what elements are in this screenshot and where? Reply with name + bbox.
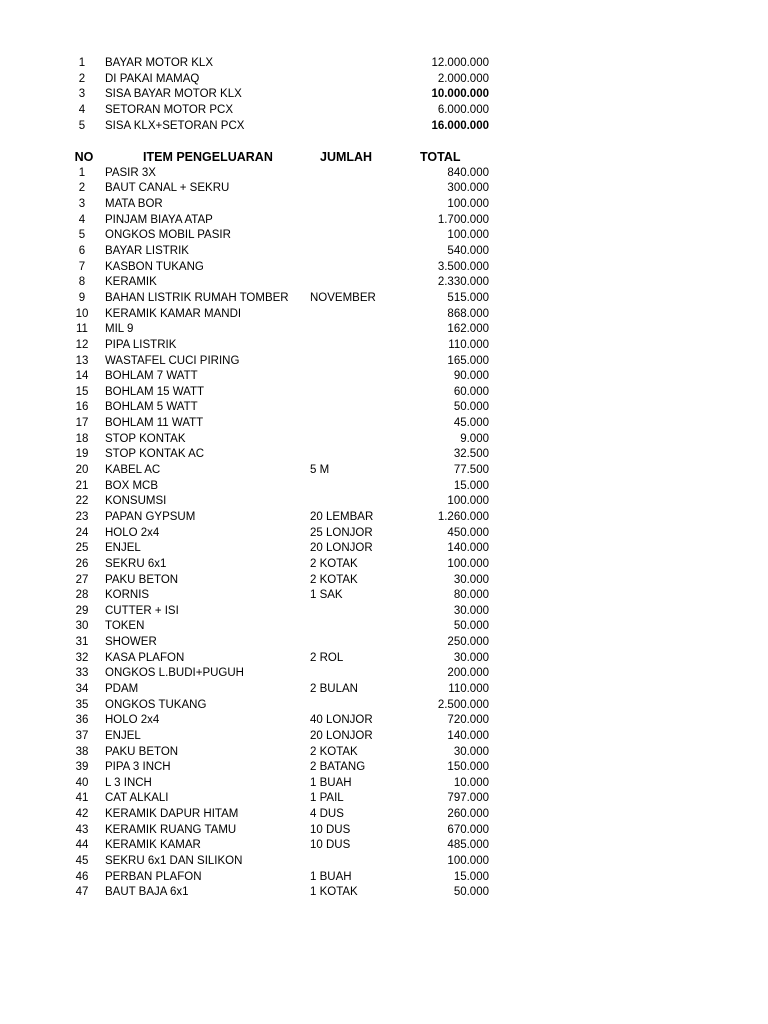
table-row	[0, 760, 768, 776]
cell-total: 162.000	[447, 323, 489, 336]
expense-table-body	[0, 166, 768, 901]
summary-total: 10.000.000	[431, 88, 489, 101]
cell-item: STOP KONTAK	[105, 432, 186, 445]
cell-item: L 3 INCH	[105, 776, 152, 789]
summary-total: 16.000.000	[431, 119, 489, 132]
table-row	[0, 385, 768, 401]
table-row	[0, 870, 768, 886]
cell-no: 28	[75, 589, 89, 602]
cell-no: 43	[75, 823, 89, 836]
cell-no: 38	[75, 745, 89, 758]
cell-jumlah: 2 BULAN	[310, 682, 358, 695]
cell-no: 27	[75, 573, 89, 586]
cell-jumlah: 20 LEMBAR	[310, 510, 374, 523]
cell-jumlah: 2 KOTAK	[310, 745, 358, 758]
cell-item: BAUT CANAL + SEKRU	[105, 182, 230, 195]
table-row	[0, 854, 768, 870]
cell-no: 2	[78, 182, 86, 195]
table-row	[0, 745, 768, 761]
summary-section	[0, 56, 768, 134]
cell-no: 29	[75, 604, 89, 617]
summary-row	[0, 87, 768, 103]
cell-no: 34	[75, 682, 89, 695]
cell-total: 3.500.000	[437, 260, 489, 273]
cell-total: 165.000	[447, 354, 489, 367]
table-row	[0, 228, 768, 244]
cell-no: 8	[78, 276, 86, 289]
table-row	[0, 791, 768, 807]
table-row	[0, 354, 768, 370]
table-row	[0, 322, 768, 338]
cell-item: ONGKOS MOBIL PASIR	[105, 229, 231, 242]
cell-total: 10.000	[453, 776, 489, 789]
cell-no: 21	[75, 479, 89, 492]
table-row	[0, 510, 768, 526]
cell-total: 260.000	[447, 808, 489, 821]
table-row	[0, 291, 768, 307]
cell-item: KABEL AC	[105, 464, 161, 477]
cell-item: PAPAN GYPSUM	[105, 510, 196, 523]
summary-label: SISA BAYAR MOTOR KLX	[105, 88, 242, 101]
table-row	[0, 244, 768, 260]
cell-item: PINJAM BIAYA ATAP	[105, 213, 213, 226]
cell-jumlah: 25 LONJOR	[310, 526, 373, 539]
header-jumlah: JUMLAH	[320, 150, 373, 165]
header-total: TOTAL	[420, 150, 461, 165]
table-row	[0, 166, 768, 182]
cell-total: 540.000	[447, 245, 489, 258]
cell-item: BAUT BAJA 6x1	[105, 886, 189, 899]
table-row	[0, 588, 768, 604]
cell-no: 16	[75, 401, 89, 414]
summary-total: 12.000.000	[431, 57, 489, 69]
cell-item: BOHLAM 11 WATT	[105, 417, 204, 430]
cell-no: 9	[78, 291, 86, 304]
table-row	[0, 573, 768, 589]
table-row	[0, 885, 768, 901]
cell-no: 47	[75, 886, 89, 899]
summary-total: 2.000.000	[437, 72, 489, 85]
cell-no: 14	[75, 370, 89, 383]
cell-jumlah: 1 KOTAK	[310, 886, 358, 899]
cell-total: 9.000	[460, 432, 489, 445]
cell-item: PIPA LISTRIK	[105, 338, 177, 351]
cell-total: 30.000	[453, 651, 489, 664]
table-row	[0, 604, 768, 620]
table-row	[0, 557, 768, 573]
cell-item: WASTAFEL CUCI PIRING	[105, 354, 240, 367]
cell-item: PIPA 3 INCH	[105, 761, 171, 774]
section-gap	[0, 134, 768, 150]
cell-item: CUTTER + ISI	[105, 604, 179, 617]
summary-no: 4	[78, 103, 86, 116]
cell-item: MATA BOR	[105, 198, 163, 211]
cell-no: 42	[75, 808, 89, 821]
table-row	[0, 213, 768, 229]
cell-jumlah: 5 M	[310, 464, 330, 477]
cell-total: 50.000	[453, 401, 489, 414]
summary-row	[0, 119, 768, 135]
cell-total: 200.000	[447, 667, 489, 680]
cell-item: SHOWER	[105, 636, 157, 649]
cell-item: CAT ALKALI	[105, 792, 169, 805]
cell-no: 23	[75, 510, 89, 523]
cell-no: 6	[78, 245, 86, 258]
cell-item: BOX MCB	[105, 479, 159, 492]
summary-label: DI PAKAI MAMAQ	[105, 72, 200, 85]
table-row	[0, 823, 768, 839]
cell-no: 45	[75, 855, 89, 868]
cell-jumlah: 4 DUS	[310, 808, 344, 821]
cell-no: 22	[75, 495, 89, 508]
cell-no: 37	[75, 729, 89, 742]
table-row	[0, 713, 768, 729]
summary-no: 1	[78, 57, 86, 69]
cell-no: 26	[75, 557, 89, 570]
cell-no: 1	[78, 166, 86, 179]
expense-sheet	[0, 56, 768, 901]
cell-no: 10	[75, 307, 89, 320]
header-no: NO	[74, 150, 94, 165]
table-header-row	[0, 150, 768, 166]
cell-total: 2.500.000	[437, 698, 489, 711]
cell-total: 90.000	[453, 370, 489, 383]
table-row	[0, 619, 768, 635]
cell-no: 35	[75, 698, 89, 711]
cell-total: 100.000	[447, 557, 489, 570]
cell-item: BOHLAM 5 WATT	[105, 401, 198, 414]
cell-no: 3	[78, 198, 86, 211]
cell-no: 31	[75, 636, 89, 649]
table-row	[0, 526, 768, 542]
cell-total: 110.000	[448, 338, 489, 351]
cell-item: KASBON TUKANG	[105, 260, 204, 273]
summary-row	[0, 56, 768, 72]
cell-jumlah: NOVEMBER	[310, 291, 376, 304]
table-row	[0, 447, 768, 463]
cell-jumlah: 2 KOTAK	[310, 557, 358, 570]
cell-no: 30	[75, 620, 89, 633]
table-row	[0, 838, 768, 854]
cell-total: 60.000	[453, 385, 489, 398]
cell-no: 40	[75, 776, 89, 789]
cell-total: 15.000	[453, 870, 489, 883]
table-row	[0, 729, 768, 745]
table-row	[0, 400, 768, 416]
cell-no: 46	[75, 870, 89, 883]
cell-item: KERAMIK DAPUR HITAM	[105, 808, 239, 821]
cell-item: PDAM	[105, 682, 139, 695]
cell-item: BOHLAM 7 WATT	[105, 370, 198, 383]
cell-total: 50.000	[453, 620, 489, 633]
cell-item: ONGKOS TUKANG	[105, 698, 207, 711]
cell-item: KERAMIK KAMAR MANDI	[105, 307, 242, 320]
cell-total: 300.000	[447, 182, 489, 195]
cell-no: 25	[75, 542, 89, 555]
cell-total: 485.000	[447, 839, 489, 852]
cell-total: 150.000	[447, 761, 489, 774]
cell-jumlah: 2 ROL	[310, 651, 344, 664]
cell-jumlah: 1 PAIL	[310, 792, 344, 805]
cell-no: 11	[76, 323, 88, 336]
table-row	[0, 651, 768, 667]
cell-total: 450.000	[447, 526, 489, 539]
cell-no: 18	[75, 432, 89, 445]
cell-item: SEKRU 6x1 DAN SILIKON	[105, 855, 243, 868]
cell-total: 30.000	[453, 745, 489, 758]
cell-item: KORNIS	[105, 589, 150, 602]
cell-total: 868.000	[447, 307, 489, 320]
table-row	[0, 682, 768, 698]
cell-no: 4	[78, 213, 86, 226]
cell-total: 720.000	[447, 714, 489, 727]
cell-total: 797.000	[447, 792, 489, 805]
cell-no: 33	[75, 667, 89, 680]
cell-no: 44	[75, 839, 89, 852]
table-row	[0, 463, 768, 479]
cell-item: ONGKOS L.BUDI+PUGUH	[105, 667, 244, 680]
table-row	[0, 307, 768, 323]
cell-no: 24	[75, 526, 89, 539]
table-row	[0, 432, 768, 448]
cell-total: 50.000	[453, 886, 489, 899]
summary-label: SISA KLX+SETORAN PCX	[105, 119, 245, 132]
cell-no: 19	[75, 448, 89, 461]
cell-total: 1.700.000	[437, 213, 489, 226]
table-row	[0, 494, 768, 510]
cell-jumlah: 10 DUS	[310, 839, 351, 852]
summary-label: SETORAN MOTOR PCX	[105, 103, 234, 116]
cell-item: SEKRU 6x1	[105, 557, 167, 570]
cell-item: HOLO 2x4	[105, 714, 160, 727]
cell-no: 17	[75, 417, 89, 430]
cell-no: 13	[75, 354, 89, 367]
cell-total: 100.000	[447, 495, 489, 508]
cell-jumlah: 40 LONJOR	[310, 714, 373, 727]
cell-total: 840.000	[447, 166, 489, 179]
table-row	[0, 776, 768, 792]
cell-jumlah: 2 KOTAK	[310, 573, 358, 586]
cell-total: 15.000	[453, 479, 489, 492]
table-row	[0, 197, 768, 213]
table-row	[0, 635, 768, 651]
table-row	[0, 807, 768, 823]
cell-no: 5	[78, 229, 86, 242]
cell-total: 32.500	[453, 448, 489, 461]
cell-total: 45.000	[453, 417, 489, 430]
cell-total: 140.000	[447, 729, 489, 742]
cell-no: 36	[75, 714, 89, 727]
cell-item: HOLO 2x4	[105, 526, 160, 539]
cell-no: 12	[75, 338, 89, 351]
cell-total: 30.000	[453, 573, 489, 586]
table-row	[0, 260, 768, 276]
cell-total: 100.000	[447, 229, 489, 242]
cell-item: KONSUMSI	[105, 495, 167, 508]
summary-no: 5	[78, 119, 86, 132]
summary-no: 3	[78, 88, 86, 101]
cell-jumlah: 1 BUAH	[310, 870, 352, 883]
cell-jumlah: 2 BATANG	[310, 761, 366, 774]
cell-item: BAHAN LISTRIK RUMAH TOMBER	[105, 291, 289, 304]
summary-total: 6.000.000	[437, 103, 489, 116]
cell-item: KASA PLAFON	[105, 651, 185, 664]
cell-item: PASIR 3X	[105, 166, 156, 179]
table-row	[0, 275, 768, 291]
cell-total: 2.330.000	[437, 276, 489, 289]
table-row	[0, 479, 768, 495]
summary-label: BAYAR MOTOR KLX	[105, 57, 213, 69]
cell-no: 39	[75, 761, 89, 774]
cell-jumlah: 1 SAK	[310, 589, 343, 602]
cell-total: 1.260.000	[437, 510, 489, 523]
table-row	[0, 666, 768, 682]
cell-jumlah: 10 DUS	[310, 823, 351, 836]
cell-total: 250.000	[447, 636, 489, 649]
cell-item: TOKEN	[105, 620, 145, 633]
table-row	[0, 541, 768, 557]
cell-item: PERBAN PLAFON	[105, 870, 202, 883]
cell-item: BOHLAM 15 WATT	[105, 385, 205, 398]
table-row	[0, 698, 768, 714]
cell-total: 100.000	[447, 198, 489, 211]
cell-total: 515.000	[447, 291, 489, 304]
table-row	[0, 416, 768, 432]
summary-row	[0, 72, 768, 88]
cell-total: 100.000	[447, 855, 489, 868]
cell-total: 77.500	[453, 464, 489, 477]
cell-no: 20	[75, 464, 89, 477]
table-row	[0, 338, 768, 354]
cell-item: MIL 9	[105, 323, 134, 336]
header-item: ITEM PENGELUARAN	[143, 150, 273, 165]
cell-total: 110.000	[448, 682, 489, 695]
cell-total: 80.000	[453, 589, 489, 602]
summary-row	[0, 103, 768, 119]
cell-no: 15	[75, 385, 89, 398]
cell-item: BAYAR LISTRIK	[105, 245, 189, 258]
table-row	[0, 369, 768, 385]
cell-jumlah: 20 LONJOR	[310, 542, 373, 555]
cell-jumlah: 20 LONJOR	[310, 729, 373, 742]
cell-item: PAKU BETON	[105, 573, 179, 586]
summary-no: 2	[78, 72, 86, 85]
cell-item: PAKU BETON	[105, 745, 179, 758]
cell-item: KERAMIK	[105, 276, 157, 289]
cell-item: ENJEL	[105, 729, 141, 742]
cell-no: 7	[78, 260, 86, 273]
cell-total: 30.000	[453, 604, 489, 617]
cell-total: 140.000	[447, 542, 489, 555]
cell-total: 670.000	[447, 823, 489, 836]
cell-item: KERAMIK KAMAR	[105, 839, 201, 852]
cell-item: ENJEL	[105, 542, 141, 555]
cell-no: 41	[75, 792, 89, 805]
cell-jumlah: 1 BUAH	[310, 776, 352, 789]
cell-no: 32	[75, 651, 89, 664]
cell-item: KERAMIK RUANG TAMU	[105, 823, 237, 836]
table-row	[0, 181, 768, 197]
cell-item: STOP KONTAK AC	[105, 448, 205, 461]
